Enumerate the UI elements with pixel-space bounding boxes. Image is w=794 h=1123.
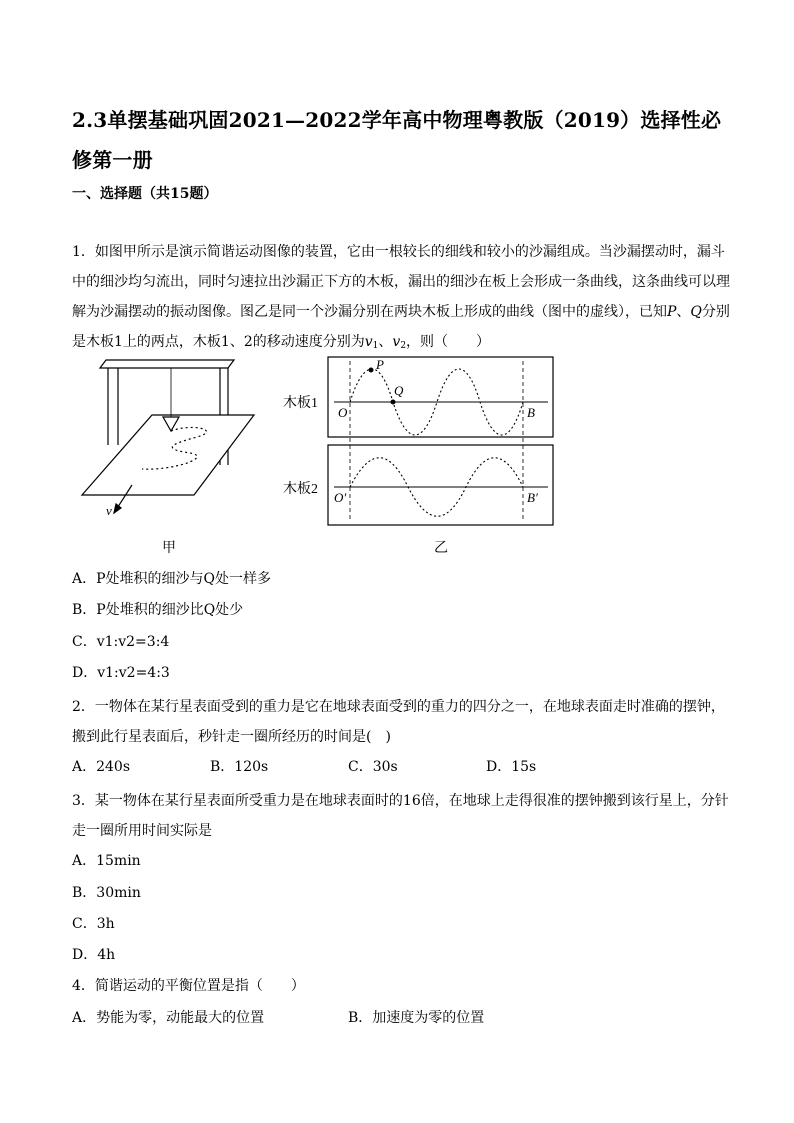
q3-option-b: B．30min (72, 885, 141, 901)
figure-caption-left: 甲 (162, 540, 176, 556)
q1-v1-sub: 1 (372, 341, 379, 351)
point-o-label: O (338, 405, 348, 420)
q3-option-a: A．15min (72, 853, 141, 869)
board-2-label: 木板2 (283, 482, 318, 497)
question-2-text: 2．一物体在某行星表面受到的重力是它在地球表面受到的重力的四分之一，在地球表面走时准确的摆钟，搬到此行星表面后，秒针走一圈所经历的时间是( ) (72, 699, 725, 745)
pendulum-apparatus (82, 360, 254, 513)
q1-v2-sub: 2 (400, 341, 407, 351)
q1-text-c: ，则（ ） (406, 334, 491, 350)
q1-point-q: Q (690, 304, 702, 320)
q1-comma: 、 (378, 334, 393, 350)
page-title: 2.3单摆基础巩固2021—2022学年高中物理粤教版（2019）选择性必修第一册 (72, 108, 722, 172)
q1-option-c: C．v1:v2=3:4 (72, 634, 170, 650)
q1-point-p: P (667, 304, 677, 320)
q1-option-b: B．P处堆积的细沙比Q处少 (72, 602, 244, 618)
question-4-text: 4．简谐运动的平衡位置是指（ ） (72, 978, 305, 994)
q1-option-a: A．P处堆积的细沙与Q处一样多 (72, 571, 272, 587)
q1-v2: v (392, 334, 401, 350)
q1-text-b: 分别是木板1上的两点，木板1、2的移动速度分别为 (72, 304, 730, 350)
point-b-label: B (527, 405, 535, 420)
figure-svg (72, 345, 572, 560)
question-1-text (72, 237, 732, 361)
q2-option-d: D．15s (486, 759, 537, 775)
q4-option-b: B．加速度为零的位置 (348, 1010, 485, 1026)
question-3-text: 3．某一物体在某行星表面所受重力是在地球表面时的16倍，在地球上走得很准的摆钟搬到该行星上，分针走一圈所用时间实际是 (72, 793, 729, 839)
q2-option-b: B．120s (210, 759, 269, 775)
section-heading: 一、选择题（共15题） (72, 186, 218, 202)
figure-caption-right: 乙 (434, 540, 448, 556)
q1-v1: v (364, 334, 373, 350)
q4-option-a: A．势能为零，动能最大的位置 (72, 1010, 265, 1026)
q3-option-c: C．3h (72, 916, 115, 932)
q3-option-d: D．4h (72, 947, 116, 963)
point-b2-label: B′ (527, 490, 538, 505)
board-1-label: 木板1 (283, 396, 318, 411)
q1-text-a: 1．如图甲所示是演示简谐运动图像的装置，它由一根较长的细线和较小的沙漏组成。当沙漏摆动时，漏斗中的细沙均匀流出，同时匀速拉出沙漏正下方的木板，漏出的细沙在板上会形成一条曲线，这条曲线可以理解为沙漏摆动的振动图像。图乙是同一个沙漏分别在两块木板上形成的曲线（图中的虚线），已知 (72, 244, 730, 320)
q1-option-d: D．v1:v2=4:3 (72, 665, 170, 681)
q2-option-c: C．30s (348, 759, 398, 775)
point-p-label: P (376, 357, 384, 372)
point-o2-label: O′ (334, 490, 347, 505)
point-q-label: Q (394, 383, 404, 398)
velocity-label: v (106, 503, 112, 518)
q2-option-a: A．240s (72, 759, 131, 775)
q1-separator: 、 (676, 304, 691, 320)
board-diagram (328, 357, 553, 525)
